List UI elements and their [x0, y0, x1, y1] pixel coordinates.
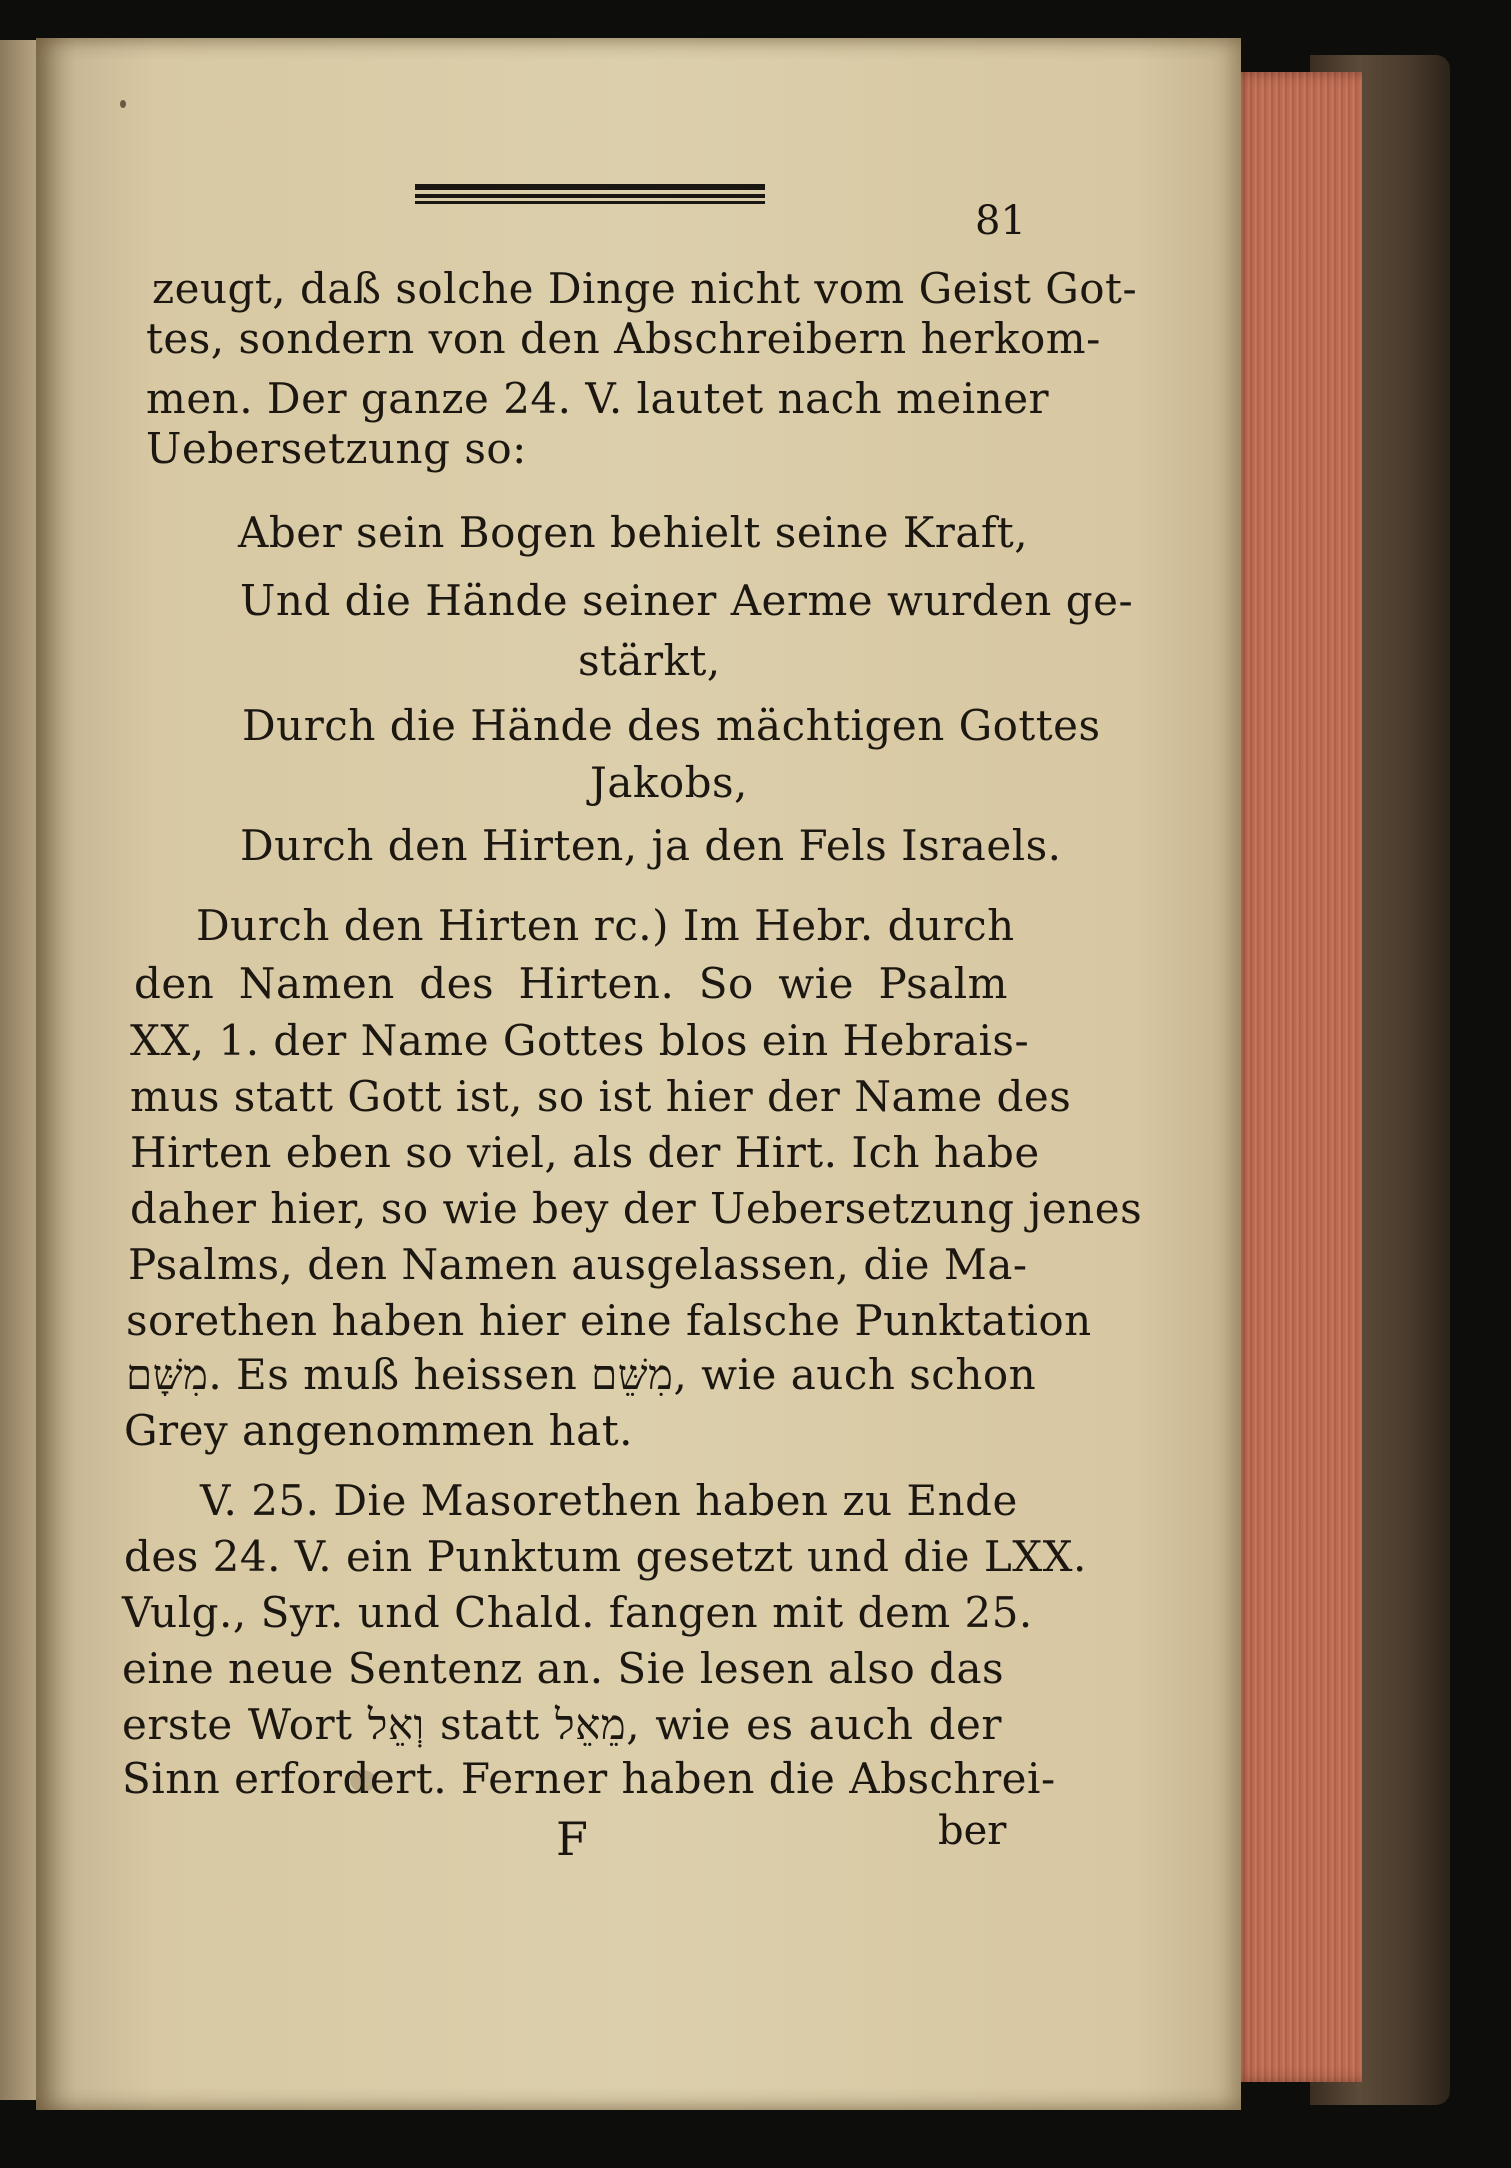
ink-dot: [120, 100, 126, 108]
signature-mark: F: [556, 1812, 588, 1866]
page-number: 81: [975, 198, 1026, 244]
text-line: den Namen des Hirten. So wie Psalm: [134, 959, 1008, 1008]
text-line: eine neue Sentenz an. Sie lesen also das: [122, 1644, 1005, 1693]
facing-page-edge: [0, 40, 38, 2100]
text-line: V. 25. Die Masorethen haben zu Ende: [200, 1476, 1018, 1525]
verse-line: Durch die Hände des mächtigen Gottes: [242, 701, 1101, 750]
text-line: Uebersetzung so:: [146, 424, 527, 473]
text-line: Psalms, den Namen ausgelassen, die Ma-: [128, 1240, 1028, 1289]
page-fore-edge: [1232, 72, 1362, 2082]
text-line: men. Der ganze 24. V. lautet nach meiner: [146, 374, 1050, 423]
header-rule: [415, 184, 765, 206]
text-line: Durch den Hirten rc.) Im Hebr. durch: [196, 901, 1015, 950]
catchword: ber: [938, 1808, 1007, 1854]
text-line: Hirten eben so viel, als der Hirt. Ich habe: [130, 1128, 1040, 1177]
text-line: Grey angenommen hat.: [124, 1406, 633, 1455]
text-line: מִשָּׁם. Es muß heissen מִשֵּׁם, wie auch schon: [126, 1350, 1037, 1399]
verse-line: Jakobs,: [590, 758, 748, 807]
text-line: zeugt, daß solche Dinge nicht vom Geist Got-: [152, 264, 1138, 313]
text-line: Sinn erfordert. Ferner haben die Abschrei-: [122, 1754, 1056, 1803]
verse-line: Aber sein Bogen behielt seine Kraft,: [238, 508, 1029, 557]
verse-line: stärkt,: [578, 636, 721, 685]
text-line: mus statt Gott ist, so ist hier der Name des: [130, 1072, 1072, 1121]
text-line: erste Wort וְאֵל statt מֵאֵל, wie es auch der: [122, 1700, 1002, 1749]
text-line: daher hier, so wie bey der Uebersetzung jenes: [130, 1184, 1143, 1233]
text-line: des 24. V. ein Punktum gesetzt und die LXX.: [124, 1532, 1087, 1581]
text-line: sorethen haben hier eine falsche Punktation: [126, 1296, 1092, 1345]
text-line: Vulg., Syr. und Chald. fangen mit dem 25.: [122, 1588, 1033, 1637]
text-line: tes, sondern von den Abschreibern herkom-: [146, 314, 1101, 363]
text-line: XX, 1. der Name Gottes blos ein Hebrais-: [130, 1016, 1030, 1065]
verse-line: Durch den Hirten, ja den Fels Israels.: [240, 821, 1062, 870]
verse-line: Und die Hände seiner Aerme wurden ge-: [240, 576, 1134, 625]
